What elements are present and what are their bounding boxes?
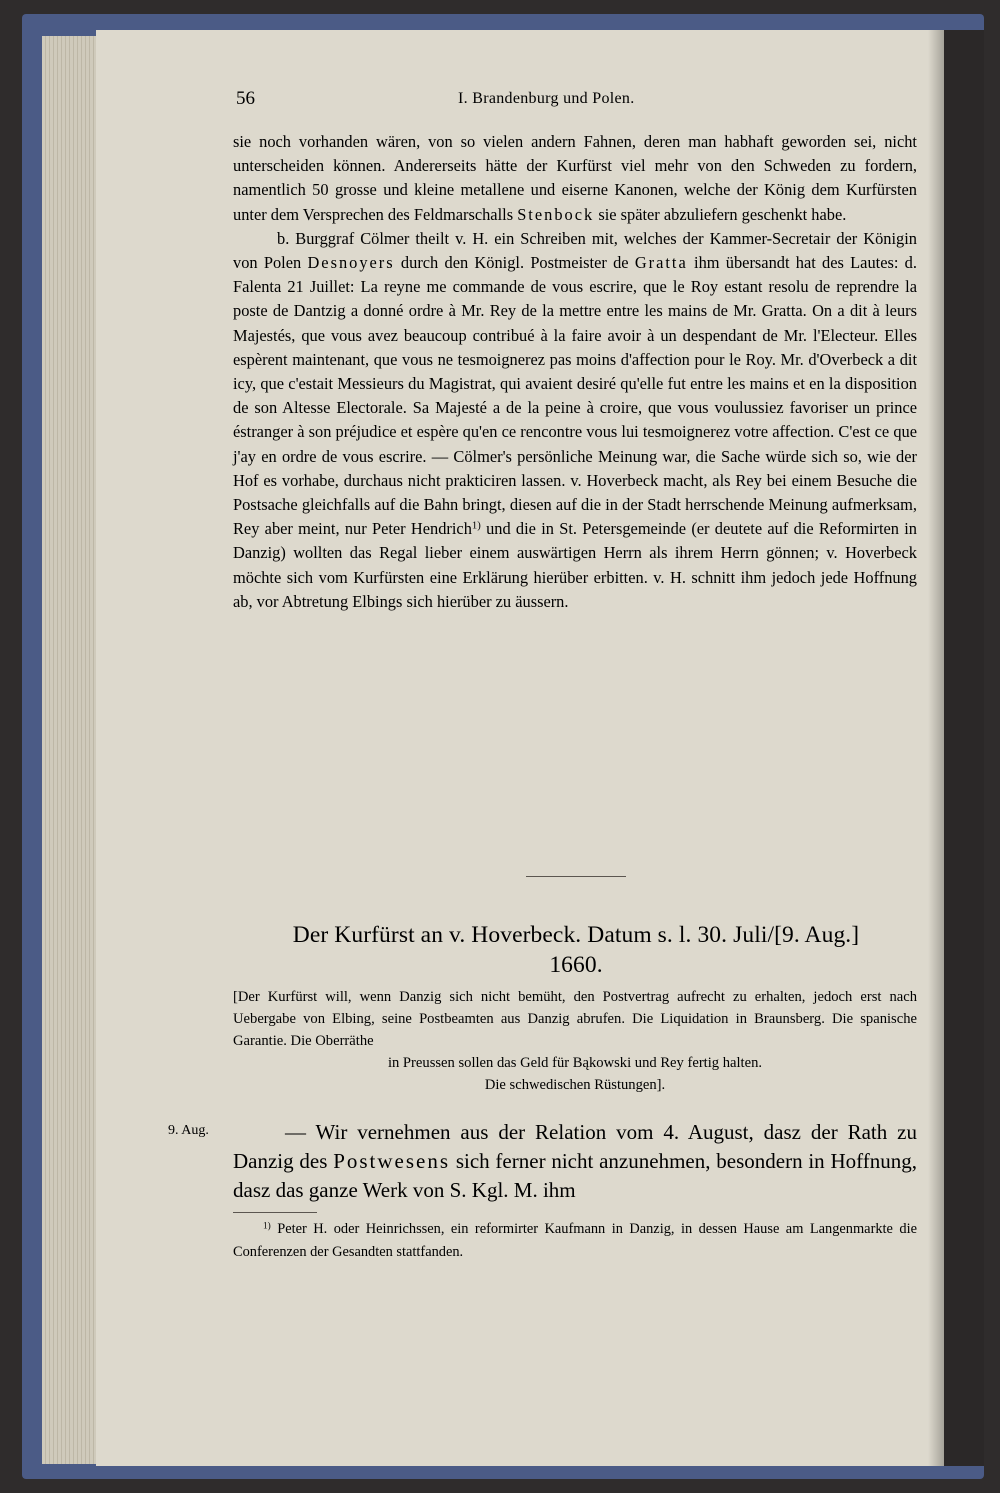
footnote-marker: 1) — [263, 1221, 271, 1232]
spaced-name: Desnoyers — [307, 253, 395, 273]
footnote-rule — [233, 1212, 317, 1213]
running-head: I. Brandenburg und Polen. — [458, 90, 635, 107]
regest-line: Die schwedischen Rüstungen]. — [484, 1077, 666, 1093]
spaced-word: Postwesens — [333, 1149, 451, 1173]
paragraph-2: b. Burggraf Cölmer theilt v. H. ein Schreiben mit, welches der Kammer-Secretair der Königin von Polen Desnoyers durch den Königl. Postmeister de Gratta ihm übersandt hat des Lautes: d. Falenta 21 Juillet: La reyne me commande de vous escrire, que le Roy estant resolu de reprendre la poste de Dantzig a donné ordre à Mr. Rey de la mettre entre les mains de Mr. Gratta. On a dit à leurs Majestés, que vous avez beaucoup contribué à la faire avoir à un despendant de Mr. l'Electeur. Elles espèrent maintenant, que vous ne tesmoignerez pas moins d'affection pour le Roy. Mr. d'Overbeck a dit icy, que c'estait Messieurs du Magistrat, qui avaient desiré qu'elle fut entre les mains et en la disposition de son Altesse Electorale. Sa Majesté a de la peine à croire, que vous voulussiez favoriser un prince éstranger à son préjudice et espère qu'en ce rencontre vous lui tesmoignerez votre affection. C'est ce que j'ay en ordre de vous escrire. — Cölmer's persönliche Meinung war, die Sache würde sich so, wie der Hof es vorhabe, durchaus nicht prakticiren lassen. v. Hoverbeck macht, als Rey bei einem Besuche die Postsache gleichfalls auf die Bahn bringt, diesen auf die in der Stadt herrschende Meinung aufmerksam, Rey aber meint, nur Peter Hendrich$^{1)}$ und die in St. Petersgemeinde (er deutete auf die Reformirten in Danzig) wollten das Regal lieber einem auswärtigen Herrn als ihrem Herrn gönnen; v. Hoverbeck möchte sich vom Kurfürsten eine Erklärung hierüber erbitten. v. H. schnitt ihm jedoch jede Hoffnung ab, vor Abtretung Elbings sich hierüber zu äussern. — [233, 228, 918, 611]
letter-text — [233, 1118, 917, 1205]
heading-line-1: Der Kurfürst an v. Hoverbeck. Datum s. l. 30. Juli/[9. Aug.] — [292, 922, 860, 948]
footnote-reference: 1) — [471, 520, 481, 532]
regest-text: [Der Kurfürst will, wenn Danzig sich nicht bemüht, den Postvertrag aufrecht zu erhalten, jedoch erst nach Uebergabe von Elbing, seine Postbeamten aus Danzig abrufen. Die Liquidation in Braunsberg. Die spanische Garantie. Die Oberräthe — [233, 989, 917, 1049]
page-number: 56 — [236, 88, 255, 109]
page-header — [0, 88, 1000, 112]
body-text — [233, 130, 917, 614]
footnote-text: Peter H. oder Heinrichssen, ein reformirter Kaufmann in Danzig, in dessen Hause am Langenmarkte die Conferenzen der Gesandten stattfanden. — [233, 1221, 917, 1260]
footnote-paragraph — [233, 1218, 917, 1264]
page-content — [96, 30, 944, 1466]
document-heading — [221, 920, 931, 980]
heading-line-2: 1660. — [549, 952, 603, 978]
spaced-name: Gratta — [634, 253, 688, 273]
paragraph-1: sie noch vorhanden wären, von so vielen andern Fahnen, deren man habhaft geworden sei, nicht unterscheiden können. Andererseits hätte der Kurfürst viel mehr von den Schweden zu fordern, namentlich 50 grosse und kleine metallene und eiserne Kanonen, welche der König dem Kurfürsten unter dem Versprechen des Feldmarschalls Stenbock sie später abzuliefern geschenkt habe. — [233, 132, 917, 224]
margin-date: 9. Aug. — [168, 1123, 209, 1138]
letter-paragraph: — Wir vernehmen aus der Relation vom 4. August, dasz der Rath zu Danzig des Postwesens sich ferner nicht anzunehmen, besondern in Hoffnung, dasz das ganze Werk von S. Kgl. M. ihm — [233, 1120, 917, 1202]
section-divider — [526, 876, 626, 877]
footnote — [233, 1218, 917, 1264]
regest-line: in Preussen sollen das Geld für Bąkowski und Rey fertig halten. — [387, 1055, 763, 1071]
spaced-name: Stenbock — [517, 204, 595, 224]
regest-summary — [233, 986, 917, 1096]
